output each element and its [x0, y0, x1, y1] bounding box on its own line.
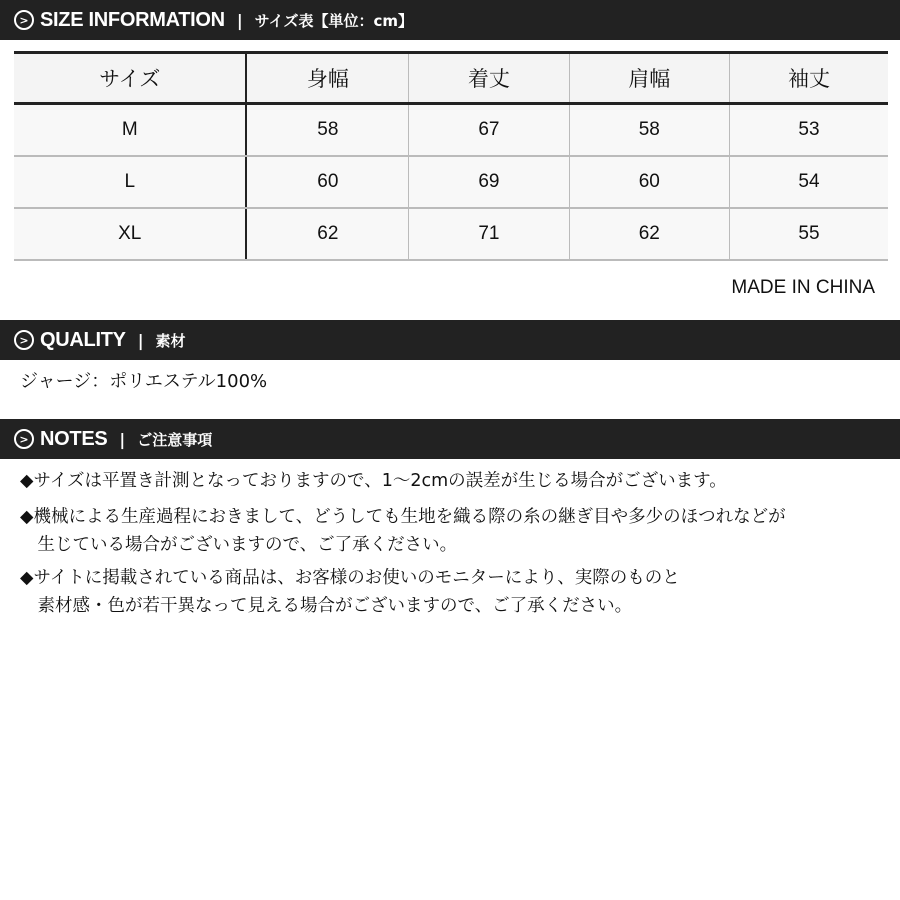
circle-chevron-right-icon: > [14, 330, 34, 350]
size-information-header [0, 0, 900, 40]
table-cell: 60 [569, 156, 729, 208]
origin-label: MADE IN CHINA [731, 277, 875, 298]
section-subtitle: 素材 [155, 331, 186, 350]
table-header: 袖丈 [729, 53, 888, 104]
table-header: 身幅 [246, 53, 408, 104]
table-cell: 62 [246, 208, 408, 260]
section-subtitle: サイズ表【単位：cm】 [254, 11, 413, 30]
table-cell: 62 [569, 208, 729, 260]
table-header: 肩幅 [569, 53, 729, 104]
table-cell: M [14, 104, 246, 156]
table-row [14, 156, 888, 208]
circle-chevron-right-icon: > [14, 10, 34, 30]
note-item [20, 503, 786, 559]
note-item [20, 467, 727, 495]
notes-header [0, 419, 900, 459]
table-header: 着丈 [409, 53, 569, 104]
section-subtitle: ご注意事項 [137, 430, 213, 449]
table-cell: 53 [729, 104, 888, 156]
table-row [14, 208, 888, 260]
note-line: 素材感・色が若干異なって見える場合がございますので、ご了承ください。 [20, 596, 633, 616]
divider: | [236, 10, 243, 30]
size-table [14, 51, 888, 261]
circle-chevron-right-icon: > [14, 429, 34, 449]
note-line: 生じている場合がございますので、ご了承ください。 [20, 535, 458, 555]
quality-header [0, 320, 900, 360]
table-cell: 55 [729, 208, 888, 260]
table-cell: 69 [409, 156, 569, 208]
table-header: サイズ [14, 53, 246, 104]
quality-text: ジャージ：ポリエステル100% [20, 371, 268, 392]
divider: | [137, 330, 144, 350]
note-line: ◆サイズは平置き計測となっておりますので、1〜2cmの誤差が生じる場合がございます。 [20, 471, 727, 491]
table-cell: 58 [246, 104, 408, 156]
table-cell: 67 [409, 104, 569, 156]
section-title: SIZE INFORMATION [40, 8, 225, 31]
note-line: ◆機械による生産過程におきまして、どうしても生地を織る際の糸の継ぎ目や多少のほつれなどが [20, 507, 786, 527]
note-item [20, 564, 680, 620]
table-cell: L [14, 156, 246, 208]
table-row [14, 104, 888, 156]
table-cell: 60 [246, 156, 408, 208]
table-cell: XL [14, 208, 246, 260]
table-cell: 58 [569, 104, 729, 156]
note-line: ◆サイトに掲載されている商品は、お客様のお使いのモニターにより、実際のものと [20, 568, 680, 588]
section-title: NOTES [40, 427, 108, 450]
section-title: QUALITY [40, 328, 126, 351]
divider: | [119, 429, 126, 449]
table-cell: 71 [409, 208, 569, 260]
table-cell: 54 [729, 156, 888, 208]
